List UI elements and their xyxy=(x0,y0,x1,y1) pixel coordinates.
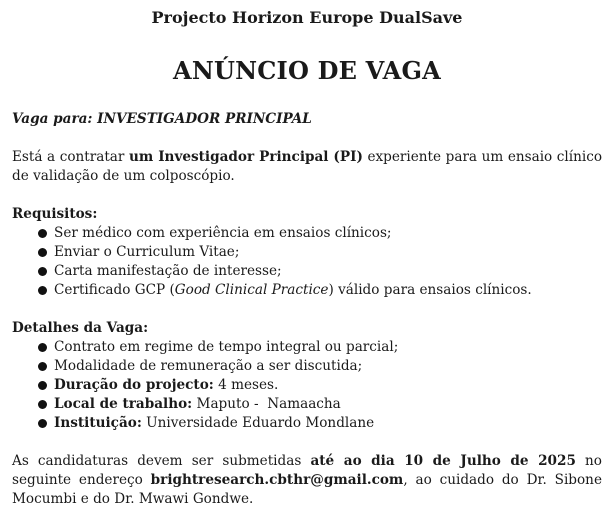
requirement-item xyxy=(38,262,602,281)
requirement-text: Ser médico com experiência em ensaios clínicos; xyxy=(54,225,392,241)
detail-text: Modalidade de remuneração a ser discutida; xyxy=(54,358,363,374)
gcp-text-start: Certificado GCP ( xyxy=(54,282,175,298)
bullet-icon xyxy=(38,400,47,409)
location-label: Local de trabalho: xyxy=(54,396,193,412)
location-value: Maputo - Namaacha xyxy=(192,396,341,412)
duration-value: 4 meses. xyxy=(213,377,279,393)
intro-position-bold: um Investigador Principal (PI) xyxy=(128,149,363,165)
bullet-icon xyxy=(38,419,47,428)
requirements-heading: Requisitos: xyxy=(12,206,98,222)
closing-text-middle: no seguinte endereço xyxy=(12,453,602,488)
detail-item-institution xyxy=(38,414,602,433)
contact-email: brightresearch.cbthr@gmail.com xyxy=(150,472,404,488)
bullet-icon xyxy=(38,267,47,276)
requirement-item-gcp xyxy=(38,281,602,300)
requirements-list xyxy=(12,224,602,300)
closing-text-end: , ao cuidado do Dr. Sibone Mocumbi e do Dr. Mwawi Gondwe. xyxy=(12,472,602,507)
institution-value: Universidade Eduardo Mondlane xyxy=(141,415,375,431)
intro-text-start: Está a contratar xyxy=(12,149,129,165)
bullet-icon xyxy=(38,248,47,257)
requirement-text: Carta manifestação de interesse; xyxy=(54,263,282,279)
gcp-text-italic: Good Clinical Practice xyxy=(174,282,329,298)
bullet-icon xyxy=(38,343,47,352)
detail-text: Contrato em regime de tempo integral ou parcial; xyxy=(54,339,399,355)
project-header: Projecto Horizon Europe DualSave xyxy=(151,8,463,27)
announcement-title: ANÚNCIO DE VAGA xyxy=(173,56,441,85)
bullet-icon xyxy=(38,381,47,390)
closing-paragraph xyxy=(12,433,602,509)
requirement-text: Enviar o Curriculum Vitae; xyxy=(54,244,240,260)
institution-label: Instituição: xyxy=(54,415,142,431)
bullet-icon xyxy=(38,286,47,295)
closing-text-start: As candidaturas devem ser submetidas xyxy=(12,453,311,469)
intro-text-end: experiente para um ensaio clínico de validação de um colposcópio. xyxy=(12,149,603,184)
details-list xyxy=(12,338,602,433)
detail-item xyxy=(38,357,602,376)
detail-item-duration xyxy=(38,376,602,395)
bullet-icon xyxy=(38,229,47,238)
requirement-item xyxy=(38,243,602,262)
gcp-text-end: ) válido para ensaios clínicos. xyxy=(328,282,532,298)
deadline-bold: até ao dia 10 de Julho de 2025 xyxy=(310,453,576,469)
vacancy-position: Vaga para: INVESTIGADOR PRINCIPAL xyxy=(12,111,312,127)
duration-label: Duração do projecto: xyxy=(54,377,214,393)
detail-item xyxy=(38,338,602,357)
details-heading: Detalhes da Vaga: xyxy=(12,320,149,336)
detail-item-location xyxy=(38,395,602,414)
requirement-item xyxy=(38,224,602,243)
bullet-icon xyxy=(38,362,47,371)
intro-paragraph xyxy=(12,129,602,186)
